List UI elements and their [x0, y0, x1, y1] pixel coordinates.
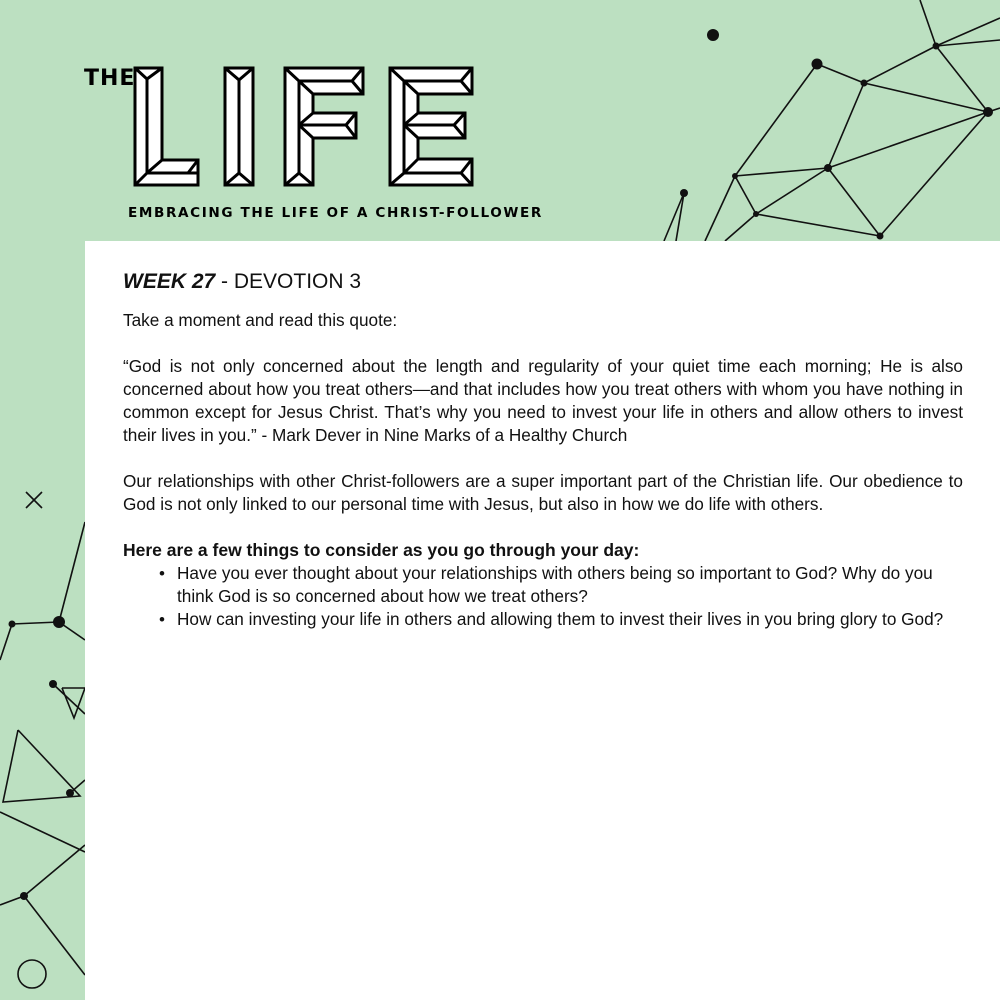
list-item: [159, 562, 963, 608]
bullet-icon: •: [159, 564, 165, 583]
heading-separator: -: [215, 270, 234, 293]
bullet-icon: •: [159, 610, 165, 629]
life-logo: [130, 65, 480, 190]
quote-text: “God is not only concerned about the length and regularity of your quiet time each morning; He is also concerned about how you treat others—and that includes how you treat others with whom you have nothing in common except for Jesus Christ. That’s why you need to invest your life in others and allow others to invest their lives in you.” - Mark Dever in Nine Marks of a Healthy Church: [123, 356, 963, 445]
logo-tagline: EMBRACING THE LIFE OF A CHRIST-FOLLOWER: [128, 205, 543, 221]
devotion-number: DEVOTION 3: [233, 270, 362, 293]
questions-list: [123, 562, 963, 631]
body-paragraph: Our relationships with other Christ-followers are a super important part of the Christian life. Our obedience to God is not only linked to our personal time with Jesus, but also in how we do life with others.: [123, 471, 963, 514]
intro-text: Take a moment and read this quote:: [123, 310, 398, 330]
logo-small-text: THE: [84, 66, 136, 91]
week-label: WEEK 27: [123, 270, 216, 293]
list-item: [159, 608, 963, 631]
question-text: How can investing your life in others and allowing them to invest their lives in you bring glory to God?: [177, 609, 944, 629]
question-text: Have you ever thought about your relationships with others being so important to God? Why do you think God is so concerned about how we treat others?: [177, 563, 933, 606]
devotion-heading: [123, 267, 963, 297]
questions-title: Here are a few things to consider as you go through your day:: [123, 540, 640, 560]
devotion-content: [123, 267, 963, 631]
content-panel: [85, 241, 1000, 1000]
